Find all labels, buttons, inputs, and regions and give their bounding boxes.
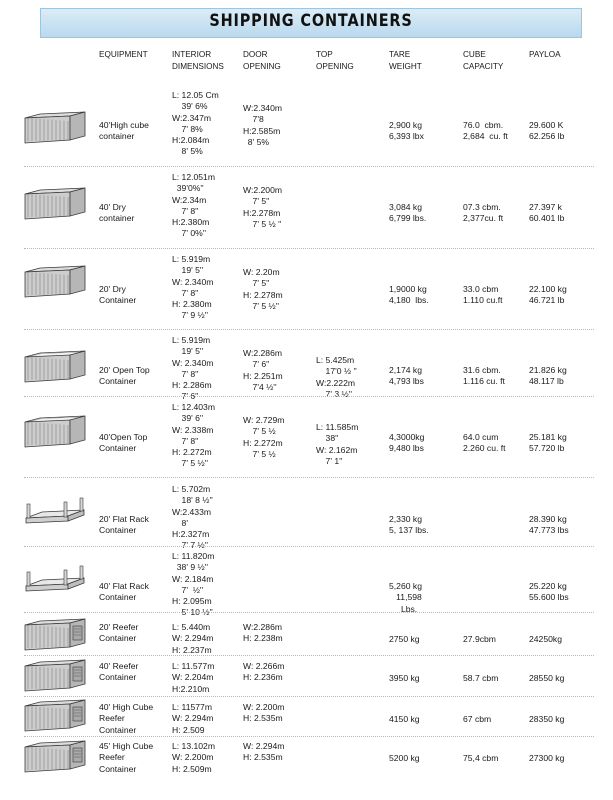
container-image	[22, 186, 88, 228]
header-cube-capacity: CUBE CAPACITY	[463, 50, 504, 71]
payload-value: 28.390 kg 47.773 lbs	[529, 514, 569, 536]
door-opening: W:2.200m 7' 5'' H:2.278m 7' 5 ½ ''	[243, 185, 283, 229]
equipment-name: 20' Reefer Container	[99, 622, 139, 644]
interior-dimensions: L: 11577m W: 2.294m H: 2.509	[172, 702, 214, 735]
payload-value: 27.397 k 60.401 lb	[529, 202, 565, 224]
payload-value: 28550 kg	[529, 673, 565, 683]
payload-value: 28350 kg	[529, 714, 565, 724]
cube-capacity: 31.6 cbm. 1.116 cu. ft	[463, 365, 505, 387]
tare-weight: 3950 kg	[389, 673, 420, 683]
equipment-name: 40'Open Top Container	[99, 432, 148, 454]
interior-dimensions: L: 11.820m 38' 9 ½'' W: 2.184m 7' ½'' H: 2.095m 5' 10 ½''	[172, 551, 215, 618]
door-opening: W: 2.729m 7' 5 ½ H: 2.272m 7' 5 ½	[243, 415, 285, 459]
container-image	[22, 739, 88, 781]
top-opening: L: 11.585m 38'' W: 2.162m 7' 1''	[316, 422, 359, 466]
tare-weight: 2750 kg	[389, 634, 420, 644]
interior-dimensions: L: 12.05 Cm 39' 6% W:2.347m 7' 8% H:2.084m 8' 5%	[172, 90, 219, 157]
equipment-name: 20' Flat Rack Container	[99, 514, 149, 536]
top-opening: L: 5.425m 17'0 ½ '' W:2.222m 7' 3 ½''	[316, 355, 357, 399]
container-image	[22, 698, 88, 740]
tare-weight: 3,084 kg 6,799 lbs.	[389, 202, 427, 224]
door-opening: W: 2.20m 7' 5'' H: 2.278m 7' 5 ½''	[243, 267, 283, 311]
interior-dimensions: L: 13.102m W: 2.200m H: 2.509m	[172, 741, 215, 774]
container-image	[22, 264, 88, 306]
tare-weight: 5,260 kg 11,598 Lbs.	[389, 581, 422, 614]
interior-dimensions: L: 12.051m 39'0%'' W:2.34m 7' 8'' H:2.380m 7' 0%''	[172, 172, 215, 239]
row-separator	[24, 248, 594, 249]
equipment-name: 40' Dry container	[99, 202, 135, 224]
header-interior-dimensions: INTERIOR DIMENSIONS	[172, 50, 224, 71]
container-image	[22, 562, 88, 604]
container-image	[22, 349, 88, 391]
tare-weight: 2,900 kg 6,393 lbx	[389, 120, 424, 142]
row-separator	[24, 736, 594, 737]
row-separator	[24, 329, 594, 330]
door-opening: W:2.340m 7'8 H:2.585m 8' 5%	[243, 103, 283, 147]
tare-weight: 4,3000kg 9,480 lbs	[389, 432, 425, 454]
row-separator	[24, 166, 594, 167]
door-opening: W: 2.266m H: 2.236m	[243, 661, 285, 683]
header-payload: PAYLOA	[529, 50, 561, 59]
row-separator	[24, 696, 594, 697]
equipment-name: 20' Dry Container	[99, 284, 137, 306]
equipment-name: 40'High cube container	[99, 120, 149, 142]
interior-dimensions: L: 5.440m W: 2.294m H: 2.237m	[172, 622, 214, 655]
tare-weight: 1,9000 kg 4,180 lbs.	[389, 284, 429, 306]
payload-value: 27300 kg	[529, 753, 565, 763]
equipment-name: 40' Reefer Container	[99, 661, 139, 683]
row-separator	[24, 477, 594, 478]
container-image	[22, 414, 88, 456]
container-image	[22, 110, 88, 152]
cube-capacity: 64.0 cum 2.260 cu. ft	[463, 432, 506, 454]
header-top-opening: TOP OPENING	[316, 50, 354, 71]
cube-capacity: 75,4 cbm	[463, 753, 499, 763]
cube-capacity: 58.7 cbm	[463, 673, 499, 683]
interior-dimensions: L: 5.919m 19' 5'' W: 2.340m 7' 8'' H: 2.380m 7' 9 ½''	[172, 254, 214, 321]
row-separator	[24, 655, 594, 656]
container-image	[22, 658, 88, 700]
payload-value: 29.600 K 62.256 lb	[529, 120, 565, 142]
tare-weight: 4150 kg	[389, 714, 420, 724]
row-separator	[24, 396, 594, 397]
interior-dimensions: L: 12.403m 39' 6'' W: 2.338m 7' 8'' H: 2.272m 7' 5 ½''	[172, 402, 215, 469]
row-separator	[24, 546, 594, 547]
page-title: SHIPPING CONTAINERS	[209, 11, 413, 31]
door-opening: W: 2.294m H: 2.535m	[243, 741, 285, 763]
interior-dimensions: L: 5.702m 18' 8 ½'' W:2.433m 8' H:2.327m 7' 7 ½''	[172, 484, 213, 551]
door-opening: W:2.286m 7' 6'' H: 2.251m 7'4 ½''	[243, 348, 283, 392]
cube-capacity: 76.0 cbm. 2,684 cu. ft	[463, 120, 508, 142]
title-banner	[40, 8, 582, 38]
header-tare-weight: TARE WEIGHT	[389, 50, 422, 71]
cube-capacity: 33.0 cbm 1.110 cu.ft	[463, 284, 503, 306]
interior-dimensions: L: 5.919m 19' 5'' W: 2.340m 7' 8'' H: 2.286m 7' 6''	[172, 335, 214, 402]
payload-value: 25.181 kg 57.720 lb	[529, 432, 567, 454]
equipment-name: 40' High Cube Reefer Container	[99, 702, 154, 735]
payload-value: 21.826 kg 48.117 lb	[529, 365, 567, 387]
payload-value: 22.100 kg 46.721 lb	[529, 284, 567, 306]
container-image	[22, 617, 88, 659]
cube-capacity: 27.9cbm	[463, 634, 496, 644]
tare-weight: 2,174 kg 4,793 lbs	[389, 365, 424, 387]
door-opening: W:2.286m H: 2.238m	[243, 622, 283, 644]
cube-capacity: 07.3 cbm. 2,377cu. ft	[463, 202, 504, 224]
cube-capacity: 67 cbm	[463, 714, 492, 724]
payload-value: 25.220 kg 55.600 lbs	[529, 581, 569, 603]
equipment-name: 20' Open Top Container	[99, 365, 150, 387]
row-separator	[24, 612, 594, 613]
interior-dimensions: L: 11.577m W: 2.204m H:2.210m	[172, 661, 215, 694]
equipment-name: 40' Flat Rack Container	[99, 581, 149, 603]
door-opening: W: 2.200m H: 2.535m	[243, 702, 285, 724]
tare-weight: 5200 kg	[389, 753, 420, 763]
header-equipment: EQUIPMENT	[99, 50, 148, 59]
container-image	[22, 494, 88, 536]
payload-value: 24250kg	[529, 634, 562, 644]
equipment-name: 45' High Cube Reefer Container	[99, 741, 154, 774]
tare-weight: 2,330 kg 5, 137 lbs.	[389, 514, 429, 536]
header-door-opening: DOOR OPENING	[243, 50, 281, 71]
